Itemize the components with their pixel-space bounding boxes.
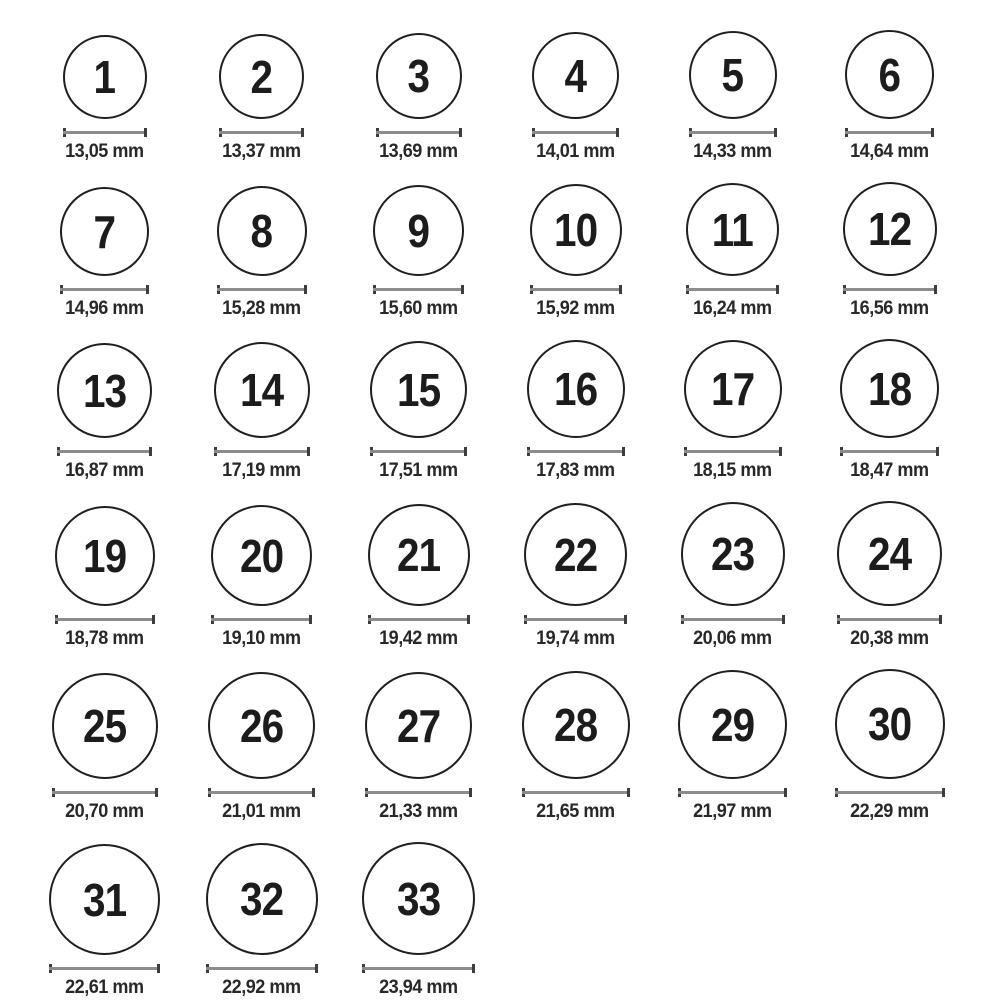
diameter-label: 16,56 mm	[850, 298, 929, 319]
diameter-measure-line	[217, 285, 307, 294]
diameter-measure-line	[219, 128, 304, 137]
ring-size-number: 21	[396, 529, 441, 581]
measure-tick-right	[782, 615, 785, 624]
diameter-label: 16,24 mm	[693, 298, 772, 319]
ring-size-number: 15	[396, 363, 441, 416]
measure-tick-right	[307, 447, 310, 456]
measure-bar	[522, 791, 630, 794]
measure-tick-right	[312, 788, 315, 797]
diameter-label: 16,87 mm	[65, 460, 144, 481]
diameter-measure-line	[373, 285, 464, 294]
ring-size-circle	[524, 503, 627, 606]
ring-size-item	[26, 506, 183, 648]
diameter-measure-line	[55, 615, 155, 624]
measure-bar	[530, 288, 622, 291]
measure-bar	[532, 131, 619, 134]
chart-row	[26, 842, 1000, 997]
ring-size-number: 14	[239, 364, 284, 416]
measure-tick-right	[304, 285, 307, 294]
ring-size-circle	[532, 32, 619, 119]
ring-size-circle	[211, 505, 312, 606]
diameter-measure-line	[678, 788, 787, 797]
measure-tick-right	[616, 128, 619, 137]
measure-tick-right	[315, 964, 318, 973]
diameter-measure-line	[211, 615, 312, 624]
ring-size-circle	[530, 184, 622, 276]
ring-size-circle	[217, 186, 307, 276]
diameter-label: 21,33 mm	[379, 801, 458, 822]
ring-size-circle	[522, 671, 630, 779]
diameter-label: 14,01 mm	[536, 141, 615, 162]
diameter-measure-line	[57, 447, 152, 456]
diameter-label: 21,65 mm	[536, 801, 615, 822]
diameter-label: 13,05 mm	[65, 141, 144, 162]
diameter-measure-line	[376, 128, 462, 137]
chart-row	[26, 669, 1000, 821]
diameter-label: 21,97 mm	[693, 801, 772, 822]
ring-size-circle	[55, 506, 155, 606]
diameter-measure-line	[835, 788, 945, 797]
measure-tick-right	[157, 964, 160, 973]
measure-bar	[60, 288, 149, 291]
diameter-label: 13,69 mm	[379, 141, 458, 162]
measure-bar	[368, 618, 470, 621]
ring-size-item	[497, 671, 654, 821]
ring-size-item	[183, 34, 340, 161]
measure-bar	[52, 791, 158, 794]
diameter-measure-line	[368, 615, 470, 624]
diameter-measure-line	[49, 964, 160, 973]
ring-size-number: 4	[564, 49, 587, 102]
diameter-measure-line	[208, 788, 315, 797]
ring-size-number: 5	[721, 49, 744, 101]
measure-tick-right	[472, 964, 475, 973]
ring-size-number: 30	[867, 698, 912, 750]
ring-size-number: 31	[82, 873, 127, 926]
diameter-measure-line	[681, 615, 785, 624]
ring-size-item	[654, 183, 811, 318]
diameter-label: 15,60 mm	[379, 298, 458, 319]
measure-bar	[362, 967, 475, 970]
measure-tick-right	[934, 285, 937, 294]
measure-bar	[524, 618, 627, 621]
ring-size-item	[811, 339, 968, 480]
ring-size-item	[26, 187, 183, 318]
diameter-measure-line	[686, 285, 779, 294]
ring-size-circle	[49, 844, 160, 955]
measure-tick-right	[461, 285, 464, 294]
ring-size-item	[183, 342, 340, 480]
chart-row	[26, 182, 1000, 318]
measure-bar	[365, 791, 472, 794]
ring-size-circle	[686, 183, 779, 276]
ring-size-number: 26	[239, 699, 284, 752]
diameter-measure-line	[362, 964, 475, 973]
diameter-measure-line	[837, 615, 942, 624]
ring-size-number: 2	[250, 50, 273, 103]
ring-size-item	[340, 33, 497, 161]
diameter-label: 17,51 mm	[379, 460, 458, 481]
diameter-measure-line	[527, 447, 625, 456]
measure-tick-right	[467, 615, 470, 624]
measure-bar	[678, 791, 787, 794]
diameter-label: 20,38 mm	[850, 628, 929, 649]
ring-size-circle	[689, 31, 777, 119]
measure-bar	[55, 618, 155, 621]
diameter-measure-line	[843, 285, 937, 294]
diameter-label: 14,96 mm	[65, 298, 144, 319]
measure-tick-right	[942, 788, 945, 797]
measure-bar	[57, 450, 152, 453]
measure-bar	[206, 967, 318, 970]
measure-tick-right	[469, 788, 472, 797]
measure-tick-right	[301, 128, 304, 137]
diameter-measure-line	[370, 447, 467, 456]
measure-bar	[681, 618, 785, 621]
ring-size-item	[183, 843, 340, 997]
measure-bar	[686, 288, 779, 291]
ring-size-item	[340, 504, 497, 648]
ring-size-number: 17	[710, 363, 755, 415]
ring-size-item	[26, 673, 183, 821]
ring-size-number: 13	[82, 364, 127, 417]
ring-size-item	[26, 343, 183, 480]
measure-tick-right	[149, 447, 152, 456]
diameter-measure-line	[214, 447, 310, 456]
measure-tick-right	[144, 128, 147, 137]
diameter-label: 17,83 mm	[536, 460, 615, 481]
diameter-measure-line	[530, 285, 622, 294]
measure-tick-right	[152, 615, 155, 624]
measure-bar	[208, 791, 315, 794]
measure-bar	[63, 131, 147, 134]
ring-size-item	[340, 341, 497, 480]
diameter-label: 20,70 mm	[65, 801, 144, 822]
ring-size-number: 28	[553, 699, 598, 751]
measure-tick-right	[619, 285, 622, 294]
diameter-label: 23,94 mm	[379, 977, 458, 998]
diameter-measure-line	[684, 447, 782, 456]
ring-size-circle	[681, 502, 785, 606]
ring-size-circle	[60, 187, 149, 276]
diameter-measure-line	[689, 128, 777, 137]
ring-size-circle	[365, 672, 472, 779]
measure-tick-right	[624, 615, 627, 624]
ring-size-item	[811, 501, 968, 648]
ring-size-item	[26, 35, 183, 161]
measure-bar	[684, 450, 782, 453]
measure-tick-right	[459, 128, 462, 137]
ring-size-item	[340, 672, 497, 821]
ring-size-number: 6	[878, 48, 901, 101]
ring-size-circle	[57, 343, 152, 438]
ring-size-number: 20	[239, 529, 284, 582]
ring-size-number: 3	[407, 50, 430, 102]
measure-bar	[376, 131, 462, 134]
measure-bar	[211, 618, 312, 621]
ring-size-number: 1	[93, 51, 116, 103]
ring-size-circle	[845, 30, 934, 119]
ring-size-number: 29	[710, 698, 755, 751]
diameter-label: 13,37 mm	[222, 141, 301, 162]
ring-size-item	[654, 670, 811, 821]
measure-tick-right	[146, 285, 149, 294]
diameter-label: 20,06 mm	[693, 628, 772, 649]
measure-tick-right	[936, 447, 939, 456]
ring-size-number: 10	[553, 204, 598, 256]
diameter-label: 14,64 mm	[850, 141, 929, 162]
diameter-label: 18,15 mm	[693, 460, 772, 481]
diameter-measure-line	[365, 788, 472, 797]
ring-size-circle	[684, 340, 782, 438]
diameter-label: 22,29 mm	[850, 801, 929, 822]
measure-bar	[840, 450, 939, 453]
measure-bar	[370, 450, 467, 453]
ring-size-number: 33	[396, 872, 441, 925]
diameter-label: 15,28 mm	[222, 298, 301, 319]
diameter-label: 18,78 mm	[65, 628, 144, 649]
ring-size-circle	[214, 342, 310, 438]
diameter-measure-line	[840, 447, 939, 456]
measure-bar	[373, 288, 464, 291]
ring-size-number: 24	[867, 527, 912, 580]
ring-size-circle	[527, 340, 625, 438]
ring-size-circle	[837, 501, 942, 606]
ring-size-number: 16	[553, 363, 598, 415]
ring-size-item	[26, 844, 183, 997]
ring-size-circle	[840, 339, 939, 438]
diameter-label: 21,01 mm	[222, 801, 301, 822]
diameter-label: 19,10 mm	[222, 628, 301, 649]
ring-size-number: 25	[82, 700, 127, 752]
ring-size-item	[497, 340, 654, 480]
ring-size-circle	[835, 669, 945, 779]
ring-size-circle	[52, 673, 158, 779]
ring-size-circle	[373, 185, 464, 276]
ring-size-item	[811, 182, 968, 318]
diameter-label: 14,33 mm	[693, 141, 772, 162]
measure-bar	[835, 791, 945, 794]
ring-size-circle	[206, 843, 318, 955]
ring-size-number: 22	[553, 528, 598, 581]
ring-size-number: 12	[867, 203, 912, 255]
ring-size-number: 19	[82, 530, 127, 582]
ring-size-item	[497, 32, 654, 161]
ring-size-item	[654, 31, 811, 161]
ring-size-number: 11	[711, 203, 754, 256]
ring-size-number: 18	[867, 362, 912, 415]
ring-size-circle	[843, 182, 937, 276]
ring-size-number: 9	[407, 204, 430, 257]
ring-size-number: 32	[239, 873, 284, 925]
ring-size-item	[340, 185, 497, 318]
ring-size-item	[497, 503, 654, 648]
measure-tick-right	[776, 285, 779, 294]
diameter-measure-line	[524, 615, 627, 624]
ring-size-item	[811, 669, 968, 821]
measure-tick-right	[309, 615, 312, 624]
ring-size-circle	[376, 33, 462, 119]
ring-size-number: 8	[250, 205, 273, 257]
ring-size-number: 27	[396, 699, 441, 752]
ring-size-item	[654, 340, 811, 480]
ring-size-circle	[678, 670, 787, 779]
diameter-measure-line	[52, 788, 158, 797]
ring-size-circle	[219, 34, 304, 119]
diameter-measure-line	[60, 285, 149, 294]
measure-bar	[527, 450, 625, 453]
chart-row	[26, 339, 1000, 480]
ring-size-circle	[362, 842, 475, 955]
measure-bar	[689, 131, 777, 134]
diameter-label: 19,74 mm	[536, 628, 615, 649]
diameter-measure-line	[532, 128, 619, 137]
diameter-label: 22,92 mm	[222, 977, 301, 998]
measure-bar	[217, 288, 307, 291]
diameter-label: 19,42 mm	[379, 628, 458, 649]
measure-tick-right	[774, 128, 777, 137]
measure-bar	[49, 967, 160, 970]
measure-bar	[219, 131, 304, 134]
ring-size-number: 7	[93, 205, 116, 258]
ring-size-item	[811, 30, 968, 161]
diameter-measure-line	[63, 128, 147, 137]
ring-size-circle	[208, 672, 315, 779]
ring-size-number: 23	[710, 528, 755, 580]
diameter-measure-line	[522, 788, 630, 797]
measure-bar	[837, 618, 942, 621]
chart-row	[26, 30, 1000, 161]
measure-bar	[845, 131, 934, 134]
ring-size-item	[654, 502, 811, 648]
diameter-label: 17,19 mm	[222, 460, 301, 481]
measure-tick-right	[784, 788, 787, 797]
measure-tick-right	[779, 447, 782, 456]
diameter-label: 15,92 mm	[536, 298, 615, 319]
ring-size-item	[183, 186, 340, 318]
ring-size-item	[183, 505, 340, 648]
ring-size-item	[340, 842, 497, 997]
ring-size-circle	[368, 504, 470, 606]
chart-row	[26, 501, 1000, 648]
measure-tick-right	[931, 128, 934, 137]
diameter-measure-line	[845, 128, 934, 137]
diameter-measure-line	[206, 964, 318, 973]
ring-size-circle	[370, 341, 467, 438]
ring-size-item	[183, 672, 340, 821]
measure-tick-right	[939, 615, 942, 624]
measure-bar	[843, 288, 937, 291]
measure-tick-right	[627, 788, 630, 797]
ring-size-circle	[63, 35, 147, 119]
measure-tick-right	[622, 447, 625, 456]
ring-size-item	[497, 184, 654, 318]
diameter-label: 22,61 mm	[65, 977, 144, 998]
measure-tick-right	[464, 447, 467, 456]
measure-tick-right	[155, 788, 158, 797]
measure-bar	[214, 450, 310, 453]
diameter-label: 18,47 mm	[850, 460, 929, 481]
